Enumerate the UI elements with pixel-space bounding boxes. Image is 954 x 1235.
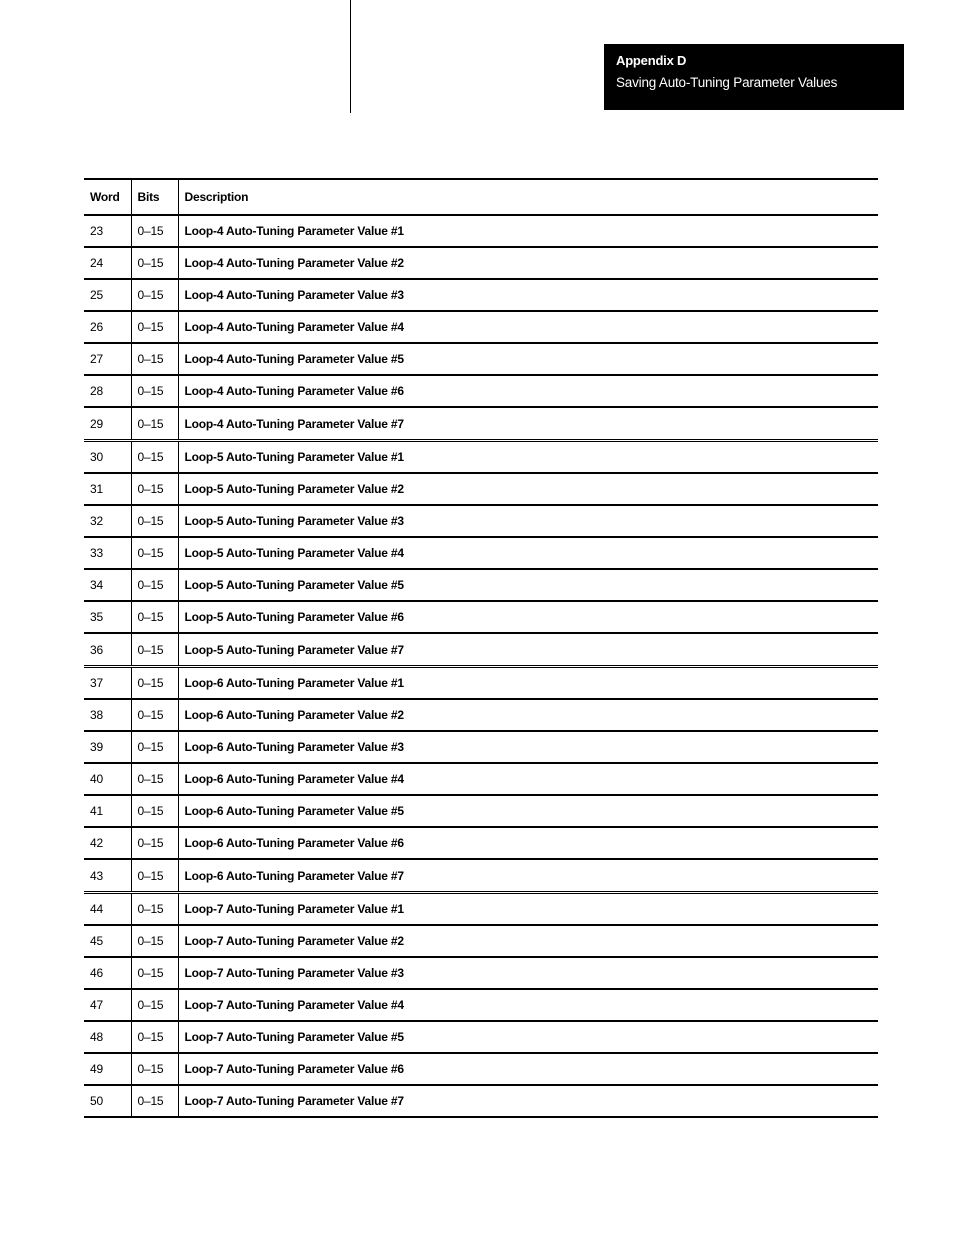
word-cell: 26 <box>84 311 131 343</box>
table-row <box>84 215 878 247</box>
word-cell: 28 <box>84 375 131 407</box>
table-row <box>84 827 878 859</box>
page-divider-line <box>350 0 351 113</box>
table-row <box>84 375 878 407</box>
word-cell: 34 <box>84 569 131 601</box>
column-header-word: Word <box>84 179 131 215</box>
word-cell: 44 <box>84 893 131 926</box>
word-cell: 33 <box>84 537 131 569</box>
description-cell: Loop-7 Auto-Tuning Parameter Value #3 <box>178 957 878 989</box>
bits-cell: 0–15 <box>131 893 178 926</box>
word-cell: 24 <box>84 247 131 279</box>
table-row <box>84 247 878 279</box>
word-bits-description-table <box>84 178 878 1118</box>
bits-cell: 0–15 <box>131 343 178 375</box>
bits-cell: 0–15 <box>131 441 178 474</box>
description-cell: Loop-7 Auto-Tuning Parameter Value #7 <box>178 1085 878 1117</box>
word-cell: 35 <box>84 601 131 633</box>
word-cell: 48 <box>84 1021 131 1053</box>
description-cell: Loop-7 Auto-Tuning Parameter Value #4 <box>178 989 878 1021</box>
table-body <box>84 215 878 1117</box>
bits-cell: 0–15 <box>131 989 178 1021</box>
bits-cell: 0–15 <box>131 505 178 537</box>
description-cell: Loop-6 Auto-Tuning Parameter Value #2 <box>178 699 878 731</box>
table-row <box>84 731 878 763</box>
word-cell: 38 <box>84 699 131 731</box>
description-cell: Loop-4 Auto-Tuning Parameter Value #3 <box>178 279 878 311</box>
table-row <box>84 699 878 731</box>
word-cell: 43 <box>84 859 131 893</box>
bits-cell: 0–15 <box>131 569 178 601</box>
description-cell: Loop-5 Auto-Tuning Parameter Value #5 <box>178 569 878 601</box>
word-cell: 45 <box>84 925 131 957</box>
bits-cell: 0–15 <box>131 827 178 859</box>
table-row <box>84 633 878 667</box>
table-row <box>84 407 878 441</box>
description-cell: Loop-7 Auto-Tuning Parameter Value #1 <box>178 893 878 926</box>
bits-cell: 0–15 <box>131 473 178 505</box>
description-cell: Loop-7 Auto-Tuning Parameter Value #5 <box>178 1021 878 1053</box>
bits-cell: 0–15 <box>131 247 178 279</box>
description-cell: Loop-5 Auto-Tuning Parameter Value #1 <box>178 441 878 474</box>
description-cell: Loop-5 Auto-Tuning Parameter Value #6 <box>178 601 878 633</box>
table-row <box>84 441 878 474</box>
table-row <box>84 569 878 601</box>
bits-cell: 0–15 <box>131 407 178 441</box>
description-cell: Loop-4 Auto-Tuning Parameter Value #7 <box>178 407 878 441</box>
bits-cell: 0–15 <box>131 633 178 667</box>
description-cell: Loop-4 Auto-Tuning Parameter Value #4 <box>178 311 878 343</box>
table-row <box>84 537 878 569</box>
table-row <box>84 473 878 505</box>
description-cell: Loop-5 Auto-Tuning Parameter Value #4 <box>178 537 878 569</box>
column-header-description: Description <box>178 179 878 215</box>
table-row <box>84 795 878 827</box>
table-header-row <box>84 179 878 215</box>
word-cell: 25 <box>84 279 131 311</box>
word-cell: 23 <box>84 215 131 247</box>
description-cell: Loop-5 Auto-Tuning Parameter Value #7 <box>178 633 878 667</box>
column-header-bits: Bits <box>131 179 178 215</box>
bits-cell: 0–15 <box>131 279 178 311</box>
table-row <box>84 1085 878 1117</box>
table-row <box>84 279 878 311</box>
bits-cell: 0–15 <box>131 1021 178 1053</box>
word-cell: 40 <box>84 763 131 795</box>
word-cell: 41 <box>84 795 131 827</box>
table-row <box>84 989 878 1021</box>
table-row <box>84 667 878 700</box>
bits-cell: 0–15 <box>131 957 178 989</box>
bits-cell: 0–15 <box>131 601 178 633</box>
word-cell: 42 <box>84 827 131 859</box>
bits-cell: 0–15 <box>131 731 178 763</box>
table-row <box>84 311 878 343</box>
description-cell: Loop-7 Auto-Tuning Parameter Value #6 <box>178 1053 878 1085</box>
word-cell: 32 <box>84 505 131 537</box>
word-cell: 47 <box>84 989 131 1021</box>
bits-cell: 0–15 <box>131 537 178 569</box>
description-cell: Loop-6 Auto-Tuning Parameter Value #1 <box>178 667 878 700</box>
word-cell: 39 <box>84 731 131 763</box>
description-cell: Loop-6 Auto-Tuning Parameter Value #3 <box>178 731 878 763</box>
word-cell: 50 <box>84 1085 131 1117</box>
word-cell: 27 <box>84 343 131 375</box>
description-cell: Loop-6 Auto-Tuning Parameter Value #6 <box>178 827 878 859</box>
bits-cell: 0–15 <box>131 1053 178 1085</box>
word-cell: 46 <box>84 957 131 989</box>
table-row <box>84 763 878 795</box>
bits-cell: 0–15 <box>131 667 178 700</box>
description-cell: Loop-4 Auto-Tuning Parameter Value #1 <box>178 215 878 247</box>
description-cell: Loop-5 Auto-Tuning Parameter Value #2 <box>178 473 878 505</box>
table-row <box>84 505 878 537</box>
word-cell: 30 <box>84 441 131 474</box>
description-cell: Loop-6 Auto-Tuning Parameter Value #4 <box>178 763 878 795</box>
table-row <box>84 343 878 375</box>
word-cell: 29 <box>84 407 131 441</box>
bits-cell: 0–15 <box>131 859 178 893</box>
word-cell: 49 <box>84 1053 131 1085</box>
description-cell: Loop-4 Auto-Tuning Parameter Value #2 <box>178 247 878 279</box>
appendix-header-tab <box>604 44 904 110</box>
word-cell: 36 <box>84 633 131 667</box>
bits-cell: 0–15 <box>131 311 178 343</box>
bits-cell: 0–15 <box>131 795 178 827</box>
table-row <box>84 1021 878 1053</box>
table-row <box>84 957 878 989</box>
table-row <box>84 925 878 957</box>
bits-cell: 0–15 <box>131 699 178 731</box>
description-cell: Loop-4 Auto-Tuning Parameter Value #5 <box>178 343 878 375</box>
bits-cell: 0–15 <box>131 925 178 957</box>
bits-cell: 0–15 <box>131 1085 178 1117</box>
description-cell: Loop-6 Auto-Tuning Parameter Value #5 <box>178 795 878 827</box>
word-cell: 37 <box>84 667 131 700</box>
word-cell: 31 <box>84 473 131 505</box>
description-cell: Loop-5 Auto-Tuning Parameter Value #3 <box>178 505 878 537</box>
appendix-subtitle: Saving Auto-Tuning Parameter Values <box>616 75 838 90</box>
bits-cell: 0–15 <box>131 763 178 795</box>
table-row <box>84 893 878 926</box>
description-cell: Loop-7 Auto-Tuning Parameter Value #2 <box>178 925 878 957</box>
table-row <box>84 601 878 633</box>
description-cell: Loop-4 Auto-Tuning Parameter Value #6 <box>178 375 878 407</box>
table-row <box>84 859 878 893</box>
table-row <box>84 1053 878 1085</box>
bits-cell: 0–15 <box>131 215 178 247</box>
bits-cell: 0–15 <box>131 375 178 407</box>
description-cell: Loop-6 Auto-Tuning Parameter Value #7 <box>178 859 878 893</box>
appendix-label: Appendix D <box>616 53 687 68</box>
